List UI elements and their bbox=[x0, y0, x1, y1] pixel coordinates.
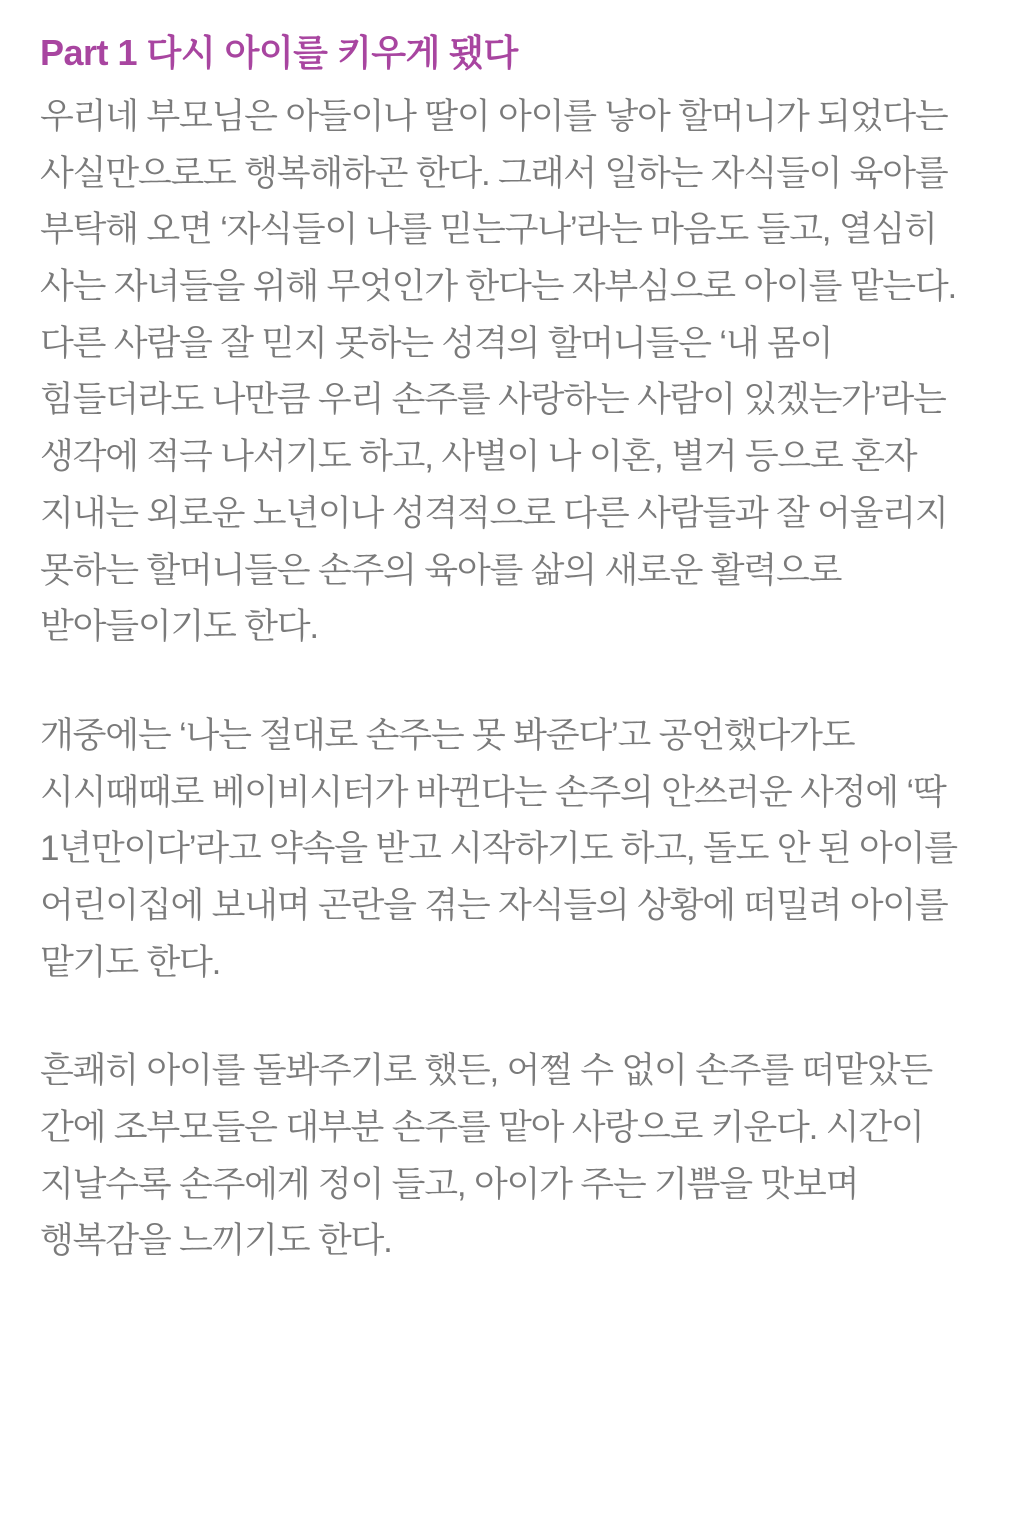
chapter-title: Part 1 다시 아이를 키우게 됐다 bbox=[40, 32, 518, 73]
body-paragraph: 개중에는 ‘나는 절대로 손주는 못 봐준다’고 공언했다가도 시시때때로 베이비시터가 바뀐다는 손주의 안쓰러운 사정에 ‘딱 1년만이다’라고 약속을 받고 시작하기도 하고, 돌도 안 된 아이를 어린이집에 보내며 곤란을 겪는 자식들의 상황에 떠밀려 아이를 맡기도 한다. bbox=[40, 715, 957, 982]
body-paragraph: 흔쾌히 아이를 돌봐주기로 했든, 어쩔 수 없이 손주를 떠맡았든 간에 조부모들은 대부분 손주를 맡아 사랑으로 키운다. 시간이 지날수록 손주에게 정이 들고, 아이가 주는 기쁨을 맛보며 행복감을 느끼기도 한다. bbox=[40, 1051, 932, 1261]
body-paragraph: 우리네 부모님은 아들이나 딸이 아이를 낳아 할머니가 되었다는 사실만으로도 행복해하곤 한다. 그래서 일하는 자식들이 육아를 부탁해 오면 ‘자식들이 나를 믿는구나’라는 마음도 들고, 열심히 사는 자녀들을 위해 무엇인가 한다는 자부심으로 아이를 맡는다. 다른 사람을 잘 믿지 못하는 성격의 할머니들은 ‘내 몸이 힘들더라도 나만큼 우리 손주를 사랑하는 사람이 있겠는가’라는 생각에 적극 나서기도 하고, 사별이 나 이혼, 별거 등으로 혼자 지내는 외로운 노년이나 성격적으로 다른 사람들과 잘 어울리지 못하는 할머니들은 손주의 육아를 삶의 새로운 활력으로 받아들이기도 한다. bbox=[40, 97, 957, 647]
